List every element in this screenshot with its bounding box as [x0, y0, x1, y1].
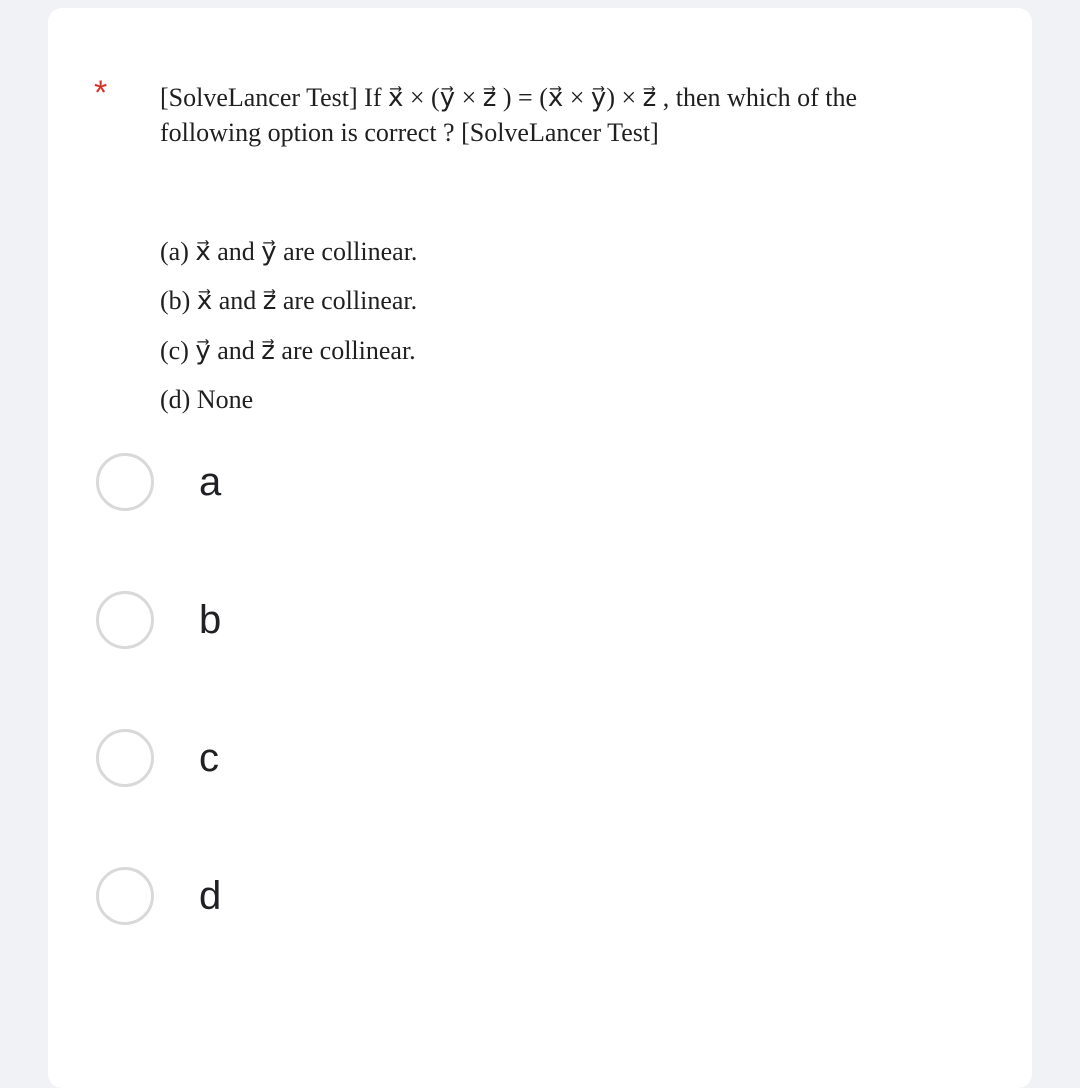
- radio-button-d[interactable]: [96, 867, 154, 925]
- choice-d[interactable]: [96, 867, 596, 931]
- choice-label-a: a: [199, 460, 222, 504]
- question-text: [SolveLancer Test] If x⃗ × (y⃗ × z⃗ ) = (x⃗ × y⃗) × z⃗ , then which of the following option is correct ? [SolveLancer Test]: [160, 83, 858, 147]
- radio-button-b[interactable]: [96, 591, 154, 649]
- radio-button-a[interactable]: [96, 453, 154, 511]
- question-option-c: (c) y⃗ and z⃗ are collinear.: [160, 336, 416, 365]
- choice-a[interactable]: [96, 453, 596, 517]
- choice-b[interactable]: [96, 591, 596, 655]
- question-option-b: (b) x⃗ and z⃗ are collinear.: [160, 286, 418, 315]
- choice-label-d: d: [199, 874, 222, 918]
- choice-label-c: c: [199, 736, 219, 780]
- radio-button-c[interactable]: [96, 729, 154, 787]
- question-option-a: (a) x⃗ and y⃗ are collinear.: [160, 237, 418, 266]
- question-option-d: (d) None: [160, 385, 254, 414]
- question-block: [160, 80, 960, 414]
- choice-c[interactable]: [96, 729, 596, 793]
- choice-label-b: b: [199, 598, 222, 642]
- required-marker: *: [94, 74, 108, 112]
